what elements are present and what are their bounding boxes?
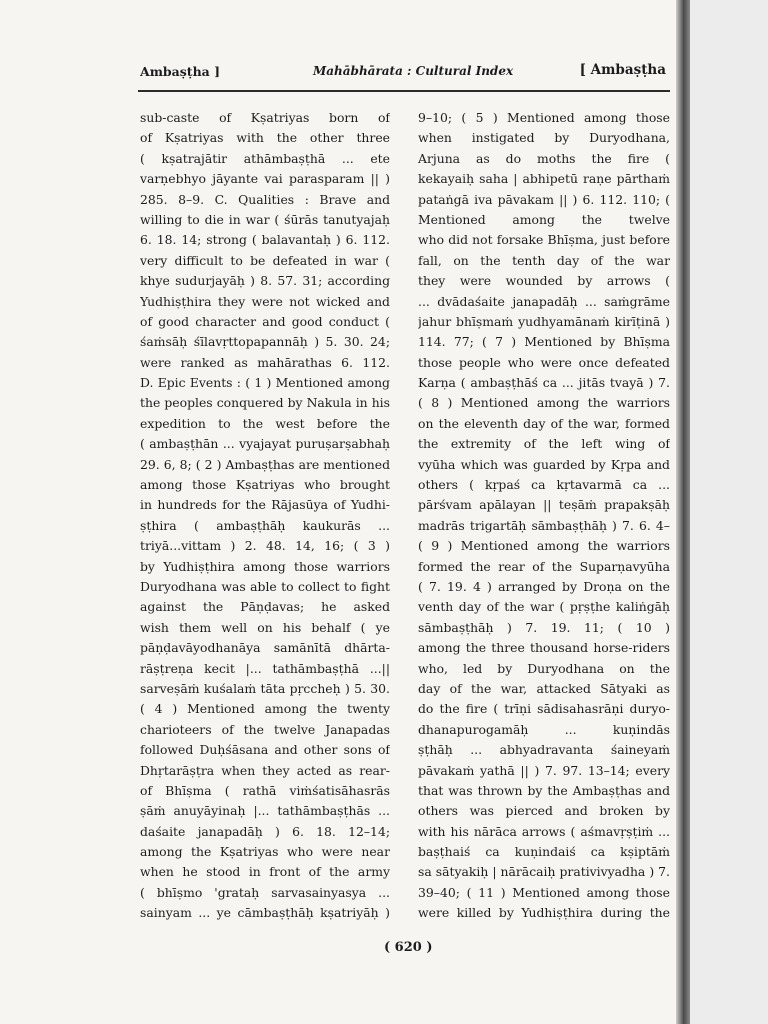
text-line: ... dvādaśaite janapadāḥ ... saṁgrāme xyxy=(418,293,670,309)
text-line: among the Kṣatriyas who were near xyxy=(140,844,390,860)
text-line: Yudhiṣṭhira they were not wicked and xyxy=(140,293,390,309)
text-line: 9–10; ( 5 ) Mentioned among those xyxy=(418,110,670,125)
text-line: ( 4 ) Mentioned among the twenty xyxy=(140,701,390,717)
text-line: they were wounded by arrows ( xyxy=(418,273,670,289)
running-header xyxy=(138,62,668,84)
text-line: fall, on the tenth day of the war xyxy=(418,252,670,268)
header-rule xyxy=(138,90,670,92)
text-line: Arjuna as do moths the fire ( xyxy=(418,150,670,166)
text-line: who, led by Duryodhana on the xyxy=(418,660,670,676)
running-header-right: [ Ambaṣṭha xyxy=(579,62,666,78)
text-line: 29. 6, 8; ( 2 ) Ambaṣṭhas are mentioned xyxy=(140,456,390,472)
text-line: vyūha which was guarded by Kṛpa and xyxy=(418,456,670,472)
text-line: 39–40; ( 11 ) Mentioned among those xyxy=(418,884,670,900)
text-line: ṣṭhāḥ ... abhyadravanta śaineyaṁ xyxy=(418,742,670,758)
text-line: Dhṛtarāṣṭra when they acted as rear- xyxy=(140,762,390,778)
text-line: very difficult to be defeated in war ( xyxy=(140,252,390,268)
text-line: others ( kṛpaś ca kṛtavarmā ca ... xyxy=(418,477,670,493)
text-line: willing to die in war ( śūrās tanutyajaḥ xyxy=(140,211,390,227)
text-line: on the eleventh day of the war, formed xyxy=(418,415,670,431)
text-line: Duryodhana was able to collect to fight xyxy=(140,578,390,594)
text-line: ( 8 ) Mentioned among the warriors xyxy=(418,395,670,411)
text-line: by Yudhiṣṭhira among those warriors xyxy=(140,558,390,574)
text-line: when instigated by Duryodhana, xyxy=(418,130,670,146)
text-line: who did not forsake Bhīṣma, just before xyxy=(418,232,670,248)
text-line: when he stood in front of the army xyxy=(140,864,390,880)
text-line: ṣāṁ anuyāyinaḥ |... tathāmbaṣṭhās ... xyxy=(140,803,390,819)
text-line: pāṇḍavāyodhanāya samānītā dhārta- xyxy=(140,640,390,656)
text-line: pāvakaṁ yathā || ) 7. 97. 13–14; every xyxy=(418,762,670,778)
text-line: 114. 77; ( 7 ) Mentioned by Bhīṣma xyxy=(418,334,670,350)
text-line: Mentioned among the twelve xyxy=(418,211,670,227)
text-line: with his nārāca arrows ( aśmavṛṣṭiṁ ... xyxy=(418,823,670,839)
text-line: among those Kṣatriyas who brought xyxy=(140,477,390,493)
text-line: D. Epic Events : ( 1 ) Mentioned among xyxy=(140,375,390,391)
text-line: followed Duḥśāsana and other sons of xyxy=(140,742,390,758)
text-line: were killed by Yudhiṣṭhira during the xyxy=(418,905,670,921)
right-text-column xyxy=(418,108,670,924)
text-line: ( 9 ) Mentioned among the warriors xyxy=(418,538,670,554)
text-line: others was pierced and broken by xyxy=(418,803,670,819)
text-line: day of the war, attacked Sātyaki as xyxy=(418,680,670,696)
text-line: ( 7. 19. 4 ) arranged by Droṇa on the xyxy=(418,578,670,594)
text-line: those people who were once defeated xyxy=(418,354,670,370)
text-line: of good character and good conduct ( xyxy=(140,313,390,329)
text-line: against the Pāṇḍavas; he asked xyxy=(140,599,390,615)
text-line: Karṇa ( ambaṣṭhāś ca ... jitās tvayā ) 7. xyxy=(418,375,670,391)
text-line: sainyam ... ye cāmbaṣṭhāḥ kṣatriyāḥ ) xyxy=(140,905,390,921)
text-line: formed the rear of the Suparṇavyūha xyxy=(418,558,670,574)
text-line: rāṣṭreṇa kecit |... tathāmbaṣṭhā ...|| xyxy=(140,660,390,676)
text-line: of Kṣatriyas with the other three xyxy=(140,130,390,146)
text-line: śaṁsāḥ śīlavṛttopapannāḥ ) 5. 30. 24; xyxy=(140,334,390,350)
text-line: sa sātyakiḥ | nārācaiḥ prativivyadha ) 7. xyxy=(418,864,670,880)
text-line: madrās trigartāḥ sāmbaṣṭhāḥ ) 7. 6. 4– xyxy=(418,517,670,533)
text-line: of Bhīṣma ( rathā viṁśatisāhasrās xyxy=(140,782,390,798)
text-line: ṣṭhira ( ambaṣṭhāḥ kaukurās ... xyxy=(140,517,390,533)
text-line: 285. 8–9. C. Qualities : Brave and xyxy=(140,191,390,207)
text-line: sub-caste of Kṣatriyas born of xyxy=(140,110,390,125)
text-line: baṣṭhaiś ca kuṇindaiś ca kṣiptāṁ xyxy=(418,844,670,860)
text-line: pataṅgā iva pāvakam || ) 6. 112. 110; ( xyxy=(418,191,670,207)
running-header-title: Mahābhārata : Cultural Index xyxy=(313,64,514,78)
text-line: the extremity of the left wing of xyxy=(418,436,670,452)
text-line: the peoples conquered by Nakula in his xyxy=(140,395,390,411)
text-line: pārśvam apālayan || teṣāṁ prapakṣāḥ xyxy=(418,497,670,513)
text-line: khye sudurjayāḥ ) 8. 57. 31; according xyxy=(140,273,390,289)
text-line: jahur bhīṣmaṁ yudhyamānaṁ kirīṭinā ) xyxy=(418,313,670,329)
text-line: venth day of the war ( pṛṣṭhe kaliṅgāḥ xyxy=(418,599,670,615)
text-line: ( ambaṣṭhān ... vyajayat puruṣarṣabhaḥ xyxy=(140,436,390,452)
text-line: that was thrown by the Ambaṣṭhas and xyxy=(418,782,670,798)
text-line: ( bhīṣmo 'grataḥ sarvasainyasya ... xyxy=(140,884,390,900)
page-number: ( 620 ) xyxy=(384,940,433,955)
text-line: kekayaiḥ saha | abhipetū raṇe pārthaṁ xyxy=(418,171,670,187)
text-line: charioteers of the twelve Janapadas xyxy=(140,721,390,737)
text-line: dhanapurogamāḥ ... kuṇindās xyxy=(418,721,670,737)
text-line: sarveṣāṁ kuśalaṁ tāta pṛccheḥ ) 5. 30. xyxy=(140,680,390,696)
text-line: were ranked as mahārathas 6. 112. xyxy=(140,354,390,370)
text-line: varṇebhyo jāyante vai parasparam || ) xyxy=(140,171,390,187)
text-line: expedition to the west before the xyxy=(140,415,390,431)
text-line: among the three thousand horse-riders xyxy=(418,640,670,656)
text-line: daśaite janapadāḥ ) 6. 18. 12–14; xyxy=(140,823,390,839)
running-header-left: Ambaṣṭha ] xyxy=(140,64,221,79)
text-line: triyā...vittam ) 2. 48. 14, 16; ( 3 ) xyxy=(140,538,390,554)
text-line: in hundreds for the Rājasūya of Yudhi- xyxy=(140,497,390,513)
page-margin-background xyxy=(682,0,768,1024)
text-line: ( kṣatrajātir athāmbaṣṭhā ... ete xyxy=(140,150,390,166)
book-spine-shadow xyxy=(676,0,690,1024)
left-text-column xyxy=(140,108,390,924)
text-line: sāmbaṣṭhāḥ ) 7. 19. 11; ( 10 ) xyxy=(418,619,670,635)
text-line: wish them well on his behalf ( ye xyxy=(140,619,390,635)
text-line: 6. 18. 14; strong ( balavantaḥ ) 6. 112. xyxy=(140,232,390,248)
text-line: do the fire ( trīṇi sādisahasrāṇi duryo- xyxy=(418,701,670,717)
